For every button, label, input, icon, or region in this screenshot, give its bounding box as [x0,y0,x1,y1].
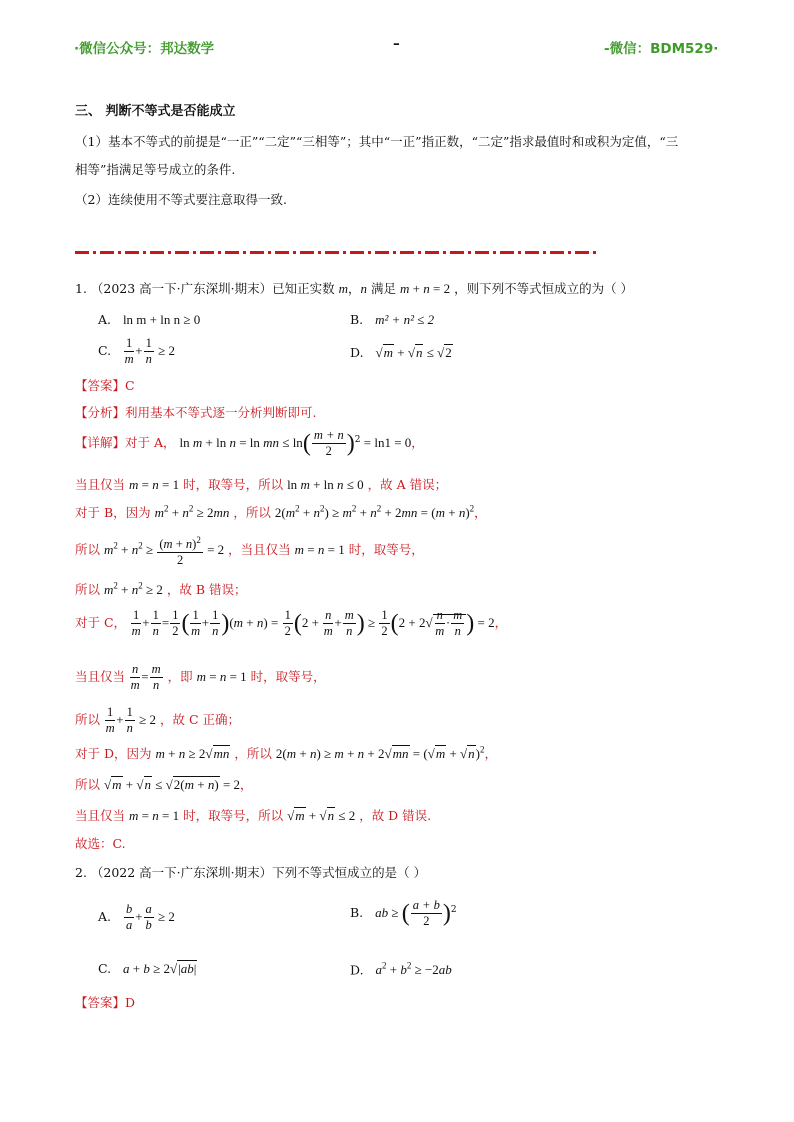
point-2: （2）连续使用不等式要注意取得一致. [75,192,287,207]
q1-stem: 1. （2023 高一下·广东深圳·期末）已知正实数 m，n 满足 m + n = 2 ，则下列不等式恒成立的为（ ） [75,281,634,296]
q1-detail-b3: 所以 $m^2 + n^2 \ge 2$ ，故 B 错误； [75,580,247,597]
q1-detail-d1: 对于 D，因为 m + n ≥ 2√mn ，所以 $2(m + n) \ge m + n + 2√mn = (√m + √n)^2$， [75,744,498,761]
q2-stem: 2. （2022 高一下·广东深圳·期末）下列不等式恒成立的是（ ） [75,865,427,880]
section-title: 三、 判断不等式是否能成立 [75,104,236,119]
q1-option-c: C. $\frac{1}{m}$ + $\frac{1}{n}$ ≥ 2 [98,336,175,366]
q1-detail-c3: 所以 $\frac{1}{m}$ + $\frac{1}{n}$ ≥ 2 ，故 C 正确； [75,705,240,735]
q1-detail-c1: 对于 C， $\frac{1}{m}$ + $\frac{1}{n}$ = $\frac{1}{2}$ ( $\frac{1}{m}$ + $\frac{1}{n}$ )(m + n) = $\frac{1}{2}$ (2 + $\frac{n}{m}$ + $\frac{m}{n}$ ) ≥ $\frac{1}{2}$ (2 + 2√ $\frac{n}{m}$ · $\frac{m}{n}$ ) = 2， [75,608,508,638]
header-left: ·微信公众号：邦达数学 [74,41,215,57]
q2-answer: 【答案】D [75,995,136,1010]
q1-detail-b2: 所以 $m^2 + n^2$ ≥ $\frac{(m + n)^2}{2}$ = 2 ，当且仅当 m = n = 1 时，取等号， [75,535,424,568]
q1-detail-d3: 当且仅当 m = n = 1 时，取等号，所以 √m + √n ≤ 2 ，故 D 错误. [75,808,432,823]
q2-option-c: C. a + b ≥ 2√|ab| [98,961,197,976]
q1-option-a: A. ln m + ln n ≥ 0 [98,312,201,327]
header-center: – [393,36,400,52]
q1-answer: 【答案】C [75,378,135,393]
q1-detail-b1: 对于 B，因为 $m^2 + n^2 \ge 2mn$ ，所以 $2(m^2 + n^2) \ge m^2 + n^2 + 2mn = (m + n)^2$， [75,503,487,520]
q1-option-d: D. √m + √n ≤ √2 [350,345,452,360]
dashed-divider [75,251,600,254]
q1-conclusion: 故选：C. [75,836,126,851]
point-1-line-1: （1）基本不等式的前提是“一正”“二定”“三相等”；其中“一正”指正数，“二定”指求最值时和或积为定值，“三 [75,134,679,149]
q2-option-d: D. $a^2 + b^2 \ge -2ab$ [350,961,452,978]
q2-option-b: B. ab ≥ ( $\frac{a + b}{2}$ )$^2$ [350,898,457,928]
q2-option-a: A. $\frac{b}{a}$ + $\frac{a}{b}$ ≥ 2 [98,902,175,932]
q1-detail-c2: 当且仅当 $\frac{n}{m}$ = $\frac{m}{n}$ ，即 m = n = 1 时，取等号， [75,662,326,692]
q1-option-b: B. m² + n² ≤ 2 [350,312,435,327]
q1-detail-a2: 当且仅当 m = n = 1 时，取等号，所以 ln m + ln n ≤ 0 ，故 A 错误； [75,477,448,492]
q1-detail-a: 【详解】对于 A， ln m + ln n = ln mn ≤ ln( $\frac{m + n}{2}$ )$^2$ = ln1 = 0， [75,428,424,458]
q1-detail-d2: 所以 √m + √n ≤ √2(m + n) = 2， [75,777,253,792]
q1-analysis: 【分析】利用基本不等式逐一分析判断即可. [75,405,317,420]
header-right: -微信：BDM529· [604,41,719,57]
point-1-line-2: 相等”指满足等号成立的条件. [75,162,236,177]
